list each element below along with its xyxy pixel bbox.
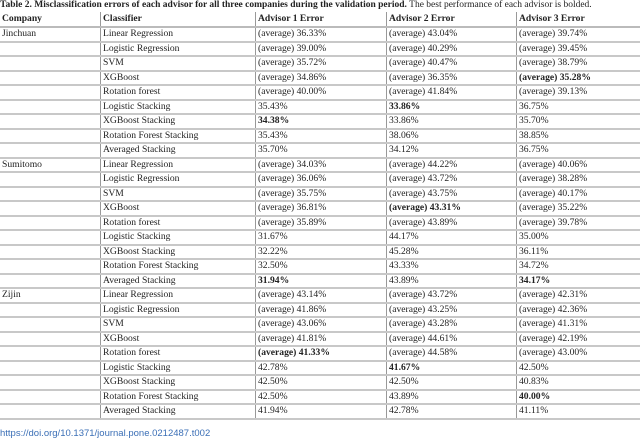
advisor-3-error-cell: (average) 43.00% bbox=[517, 346, 640, 361]
classifier-cell: Logistic Stacking bbox=[101, 100, 256, 115]
table-row bbox=[0, 361, 640, 376]
caption-label: Table 2. Misclassification errors of each advisor for all three companies during the validation period. bbox=[0, 0, 407, 10]
table-row bbox=[0, 259, 640, 274]
classifier-cell: XGBoost bbox=[101, 71, 256, 86]
advisor-1-error-cell: 42.78% bbox=[256, 361, 387, 376]
table-row bbox=[0, 201, 640, 216]
classifier-cell: Rotation forest bbox=[101, 346, 256, 361]
advisor-3-error-cell: 36.75% bbox=[517, 143, 640, 158]
table-row bbox=[0, 187, 640, 202]
doi-link[interactable]: https://doi.org/10.1371/journal.pone.0212487.t002 bbox=[0, 428, 211, 439]
advisor-2-error-cell: (average) 44.61% bbox=[387, 332, 517, 347]
company-cell: Jinchuan bbox=[0, 27, 101, 42]
table-row bbox=[0, 288, 640, 303]
company-cell bbox=[0, 404, 101, 419]
header-classifier: Classifier bbox=[101, 12, 256, 27]
advisor-3-error-cell: 36.11% bbox=[517, 245, 640, 260]
classifier-cell: Linear Regression bbox=[101, 288, 256, 303]
company-cell bbox=[0, 56, 101, 71]
header-advisor-3: Advisor 3 Error bbox=[517, 12, 640, 27]
company-cell bbox=[0, 346, 101, 361]
caption-note: The best performance of each advisor is bolded. bbox=[409, 0, 592, 10]
advisor-2-error-cell: (average) 43.72% bbox=[387, 172, 517, 187]
classifier-cell: Rotation Forest Stacking bbox=[101, 390, 256, 405]
table-row bbox=[0, 346, 640, 361]
advisor-2-error-cell: 42.50% bbox=[387, 375, 517, 390]
advisor-1-error-cell: (average) 35.75% bbox=[256, 187, 387, 202]
company-cell bbox=[0, 332, 101, 347]
advisor-2-error-cell: 38.06% bbox=[387, 129, 517, 144]
classifier-cell: Rotation Forest Stacking bbox=[101, 129, 256, 144]
table-row bbox=[0, 100, 640, 115]
classifier-cell: Logistic Regression bbox=[101, 172, 256, 187]
classifier-cell: Logistic Regression bbox=[101, 42, 256, 57]
company-cell bbox=[0, 390, 101, 405]
classifier-cell: Averaged Stacking bbox=[101, 404, 256, 419]
advisor-3-error-cell: (average) 42.31% bbox=[517, 288, 640, 303]
table-row bbox=[0, 404, 640, 419]
header-company: Company bbox=[0, 12, 101, 27]
company-cell bbox=[0, 129, 101, 144]
table-row bbox=[0, 71, 640, 86]
advisor-1-error-cell: 35.70% bbox=[256, 143, 387, 158]
classifier-cell: Rotation Forest Stacking bbox=[101, 259, 256, 274]
advisor-1-error-cell: 32.50% bbox=[256, 259, 387, 274]
classifier-cell: SVM bbox=[101, 187, 256, 202]
company-cell bbox=[0, 230, 101, 245]
advisor-2-error-cell: (average) 43.89% bbox=[387, 216, 517, 231]
company-cell bbox=[0, 187, 101, 202]
advisor-1-error-cell: (average) 41.86% bbox=[256, 303, 387, 318]
advisor-1-error-cell: (average) 34.86% bbox=[256, 71, 387, 86]
advisor-1-error-cell: (average) 34.03% bbox=[256, 158, 387, 173]
classifier-cell: Logistic Regression bbox=[101, 303, 256, 318]
advisor-3-error-cell: 35.70% bbox=[517, 114, 640, 129]
classifier-cell: SVM bbox=[101, 317, 256, 332]
advisor-2-error-cell: 41.67% bbox=[387, 361, 517, 376]
advisor-3-error-cell: (average) 41.31% bbox=[517, 317, 640, 332]
table-row bbox=[0, 85, 640, 100]
advisor-2-error-cell: 34.12% bbox=[387, 143, 517, 158]
advisor-3-error-cell: (average) 35.22% bbox=[517, 201, 640, 216]
company-cell bbox=[0, 259, 101, 274]
advisor-2-error-cell: (average) 40.29% bbox=[387, 42, 517, 57]
table-row bbox=[0, 332, 640, 347]
table-row bbox=[0, 390, 640, 405]
advisor-2-error-cell: (average) 36.35% bbox=[387, 71, 517, 86]
company-cell bbox=[0, 375, 101, 390]
advisor-2-error-cell: (average) 43.75% bbox=[387, 187, 517, 202]
advisor-1-error-cell: (average) 39.00% bbox=[256, 42, 387, 57]
advisor-3-error-cell: (average) 40.06% bbox=[517, 158, 640, 173]
company-cell bbox=[0, 201, 101, 216]
table-row bbox=[0, 56, 640, 71]
table-row bbox=[0, 274, 640, 289]
advisor-2-error-cell: 43.89% bbox=[387, 274, 517, 289]
table-row bbox=[0, 114, 640, 129]
table-row bbox=[0, 172, 640, 187]
classifier-cell: Linear Regression bbox=[101, 27, 256, 42]
misclassification-table bbox=[0, 12, 640, 420]
classifier-cell: XGBoost Stacking bbox=[101, 375, 256, 390]
classifier-cell: XGBoost Stacking bbox=[101, 245, 256, 260]
table-row bbox=[0, 317, 640, 332]
advisor-3-error-cell: (average) 42.36% bbox=[517, 303, 640, 318]
advisor-2-error-cell: 44.17% bbox=[387, 230, 517, 245]
advisor-1-error-cell: (average) 36.81% bbox=[256, 201, 387, 216]
advisor-3-error-cell: 40.00% bbox=[517, 390, 640, 405]
advisor-3-error-cell: 34.72% bbox=[517, 259, 640, 274]
classifier-cell: Logistic Stacking bbox=[101, 361, 256, 376]
advisor-3-error-cell: (average) 35.28% bbox=[517, 71, 640, 86]
advisor-1-error-cell: 42.50% bbox=[256, 390, 387, 405]
advisor-2-error-cell: 42.78% bbox=[387, 404, 517, 419]
advisor-2-error-cell: (average) 43.25% bbox=[387, 303, 517, 318]
advisor-3-error-cell: (average) 39.45% bbox=[517, 42, 640, 57]
header-row bbox=[0, 12, 640, 27]
classifier-cell: XGBoost bbox=[101, 201, 256, 216]
table-row bbox=[0, 143, 640, 158]
company-cell bbox=[0, 361, 101, 376]
advisor-1-error-cell: 34.38% bbox=[256, 114, 387, 129]
table-row bbox=[0, 129, 640, 144]
table-row bbox=[0, 303, 640, 318]
company-cell: Zijin bbox=[0, 288, 101, 303]
company-cell bbox=[0, 274, 101, 289]
table-row bbox=[0, 230, 640, 245]
advisor-2-error-cell: (average) 44.58% bbox=[387, 346, 517, 361]
classifier-cell: XGBoost bbox=[101, 332, 256, 347]
advisor-2-error-cell: 33.86% bbox=[387, 114, 517, 129]
company-cell bbox=[0, 114, 101, 129]
advisor-1-error-cell: (average) 36.06% bbox=[256, 172, 387, 187]
table-caption bbox=[0, 0, 592, 11]
advisor-2-error-cell: (average) 40.47% bbox=[387, 56, 517, 71]
advisor-3-error-cell: 41.11% bbox=[517, 404, 640, 419]
company-cell bbox=[0, 100, 101, 115]
advisor-2-error-cell: 43.89% bbox=[387, 390, 517, 405]
advisor-2-error-cell: (average) 41.84% bbox=[387, 85, 517, 100]
advisor-1-error-cell: 41.94% bbox=[256, 404, 387, 419]
company-cell bbox=[0, 216, 101, 231]
advisor-3-error-cell: (average) 38.79% bbox=[517, 56, 640, 71]
advisor-1-error-cell: (average) 40.00% bbox=[256, 85, 387, 100]
table-row bbox=[0, 42, 640, 57]
advisor-3-error-cell: (average) 39.13% bbox=[517, 85, 640, 100]
advisor-2-error-cell: (average) 43.28% bbox=[387, 317, 517, 332]
company-cell bbox=[0, 317, 101, 332]
company-cell bbox=[0, 85, 101, 100]
advisor-3-error-cell: 34.17% bbox=[517, 274, 640, 289]
company-cell bbox=[0, 42, 101, 57]
classifier-cell: Rotation forest bbox=[101, 85, 256, 100]
advisor-2-error-cell: (average) 43.72% bbox=[387, 288, 517, 303]
table-row bbox=[0, 216, 640, 231]
advisor-3-error-cell: (average) 42.19% bbox=[517, 332, 640, 347]
advisor-3-error-cell: (average) 39.78% bbox=[517, 216, 640, 231]
advisor-1-error-cell: (average) 41.81% bbox=[256, 332, 387, 347]
table-row bbox=[0, 375, 640, 390]
classifier-cell: Averaged Stacking bbox=[101, 274, 256, 289]
advisor-1-error-cell: 35.43% bbox=[256, 100, 387, 115]
advisor-3-error-cell: 42.50% bbox=[517, 361, 640, 376]
advisor-3-error-cell: (average) 39.74% bbox=[517, 27, 640, 42]
classifier-cell: Linear Regression bbox=[101, 158, 256, 173]
advisor-3-error-cell: 36.75% bbox=[517, 100, 640, 115]
header-advisor-2: Advisor 2 Error bbox=[387, 12, 517, 27]
company-cell bbox=[0, 245, 101, 260]
table-row bbox=[0, 245, 640, 260]
advisor-1-error-cell: (average) 35.89% bbox=[256, 216, 387, 231]
advisor-1-error-cell: (average) 35.72% bbox=[256, 56, 387, 71]
advisor-2-error-cell: (average) 44.22% bbox=[387, 158, 517, 173]
classifier-cell: Averaged Stacking bbox=[101, 143, 256, 158]
company-cell bbox=[0, 71, 101, 86]
company-cell bbox=[0, 172, 101, 187]
advisor-1-error-cell: 42.50% bbox=[256, 375, 387, 390]
advisor-3-error-cell: (average) 38.28% bbox=[517, 172, 640, 187]
advisor-1-error-cell: 35.43% bbox=[256, 129, 387, 144]
advisor-2-error-cell: 33.86% bbox=[387, 100, 517, 115]
table-row bbox=[0, 27, 640, 42]
advisor-1-error-cell: 32.22% bbox=[256, 245, 387, 260]
advisor-3-error-cell: 35.00% bbox=[517, 230, 640, 245]
advisor-2-error-cell: 45.28% bbox=[387, 245, 517, 260]
company-cell bbox=[0, 143, 101, 158]
advisor-1-error-cell: 31.67% bbox=[256, 230, 387, 245]
advisor-1-error-cell: 31.94% bbox=[256, 274, 387, 289]
advisor-3-error-cell: 38.85% bbox=[517, 129, 640, 144]
advisor-3-error-cell: 40.83% bbox=[517, 375, 640, 390]
advisor-1-error-cell: (average) 41.33% bbox=[256, 346, 387, 361]
company-cell bbox=[0, 303, 101, 318]
classifier-cell: XGBoost Stacking bbox=[101, 114, 256, 129]
advisor-1-error-cell: (average) 43.14% bbox=[256, 288, 387, 303]
advisor-1-error-cell: (average) 36.33% bbox=[256, 27, 387, 42]
advisor-2-error-cell: (average) 43.04% bbox=[387, 27, 517, 42]
advisor-3-error-cell: (average) 40.17% bbox=[517, 187, 640, 202]
advisor-2-error-cell: 43.33% bbox=[387, 259, 517, 274]
table-row bbox=[0, 158, 640, 173]
classifier-cell: Logistic Stacking bbox=[101, 230, 256, 245]
classifier-cell: Rotation forest bbox=[101, 216, 256, 231]
company-cell: Sumitomo bbox=[0, 158, 101, 173]
advisor-2-error-cell: (average) 43.31% bbox=[387, 201, 517, 216]
header-advisor-1: Advisor 1 Error bbox=[256, 12, 387, 27]
advisor-1-error-cell: (average) 43.06% bbox=[256, 317, 387, 332]
classifier-cell: SVM bbox=[101, 56, 256, 71]
